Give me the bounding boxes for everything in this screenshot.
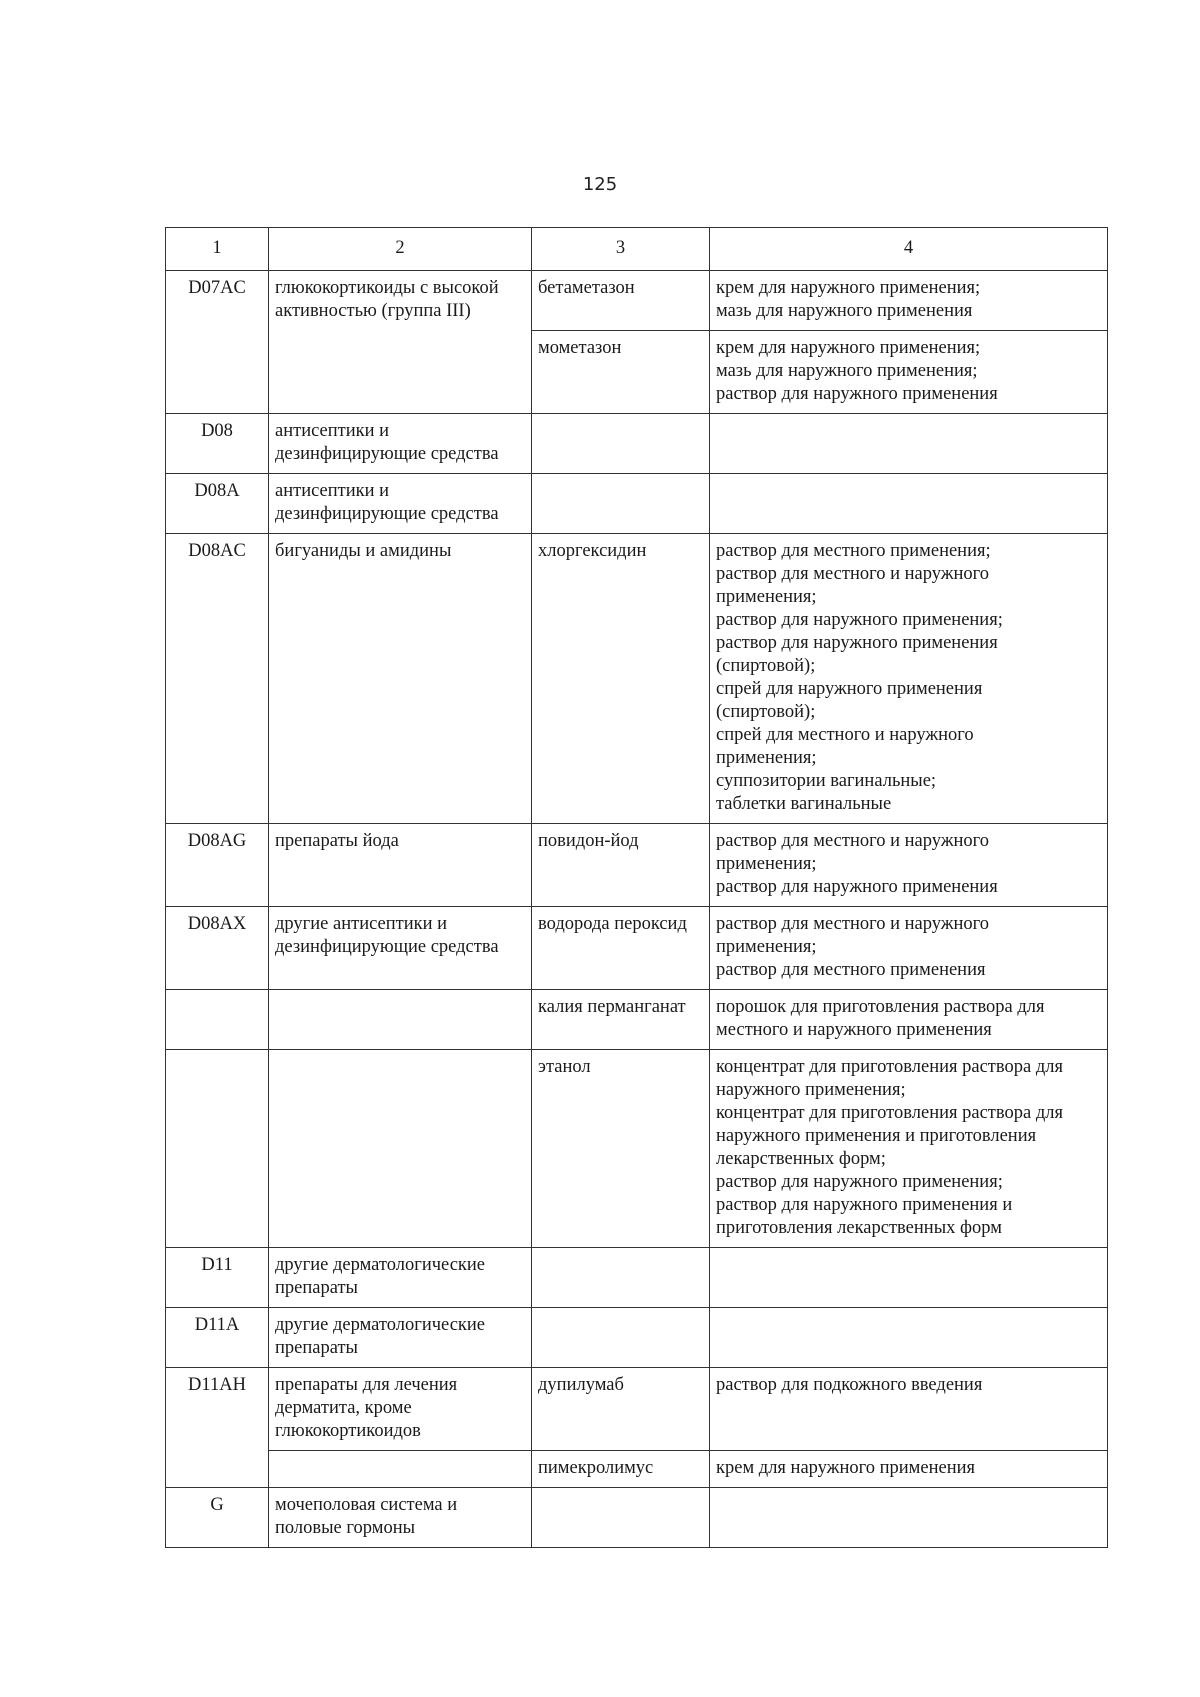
atc-code-cell: D08 [166,414,269,474]
atc-code-cell: D11A [166,1308,269,1368]
drug-cell [532,1488,710,1548]
header-col-4: 4 [710,228,1108,271]
table-row [166,1050,1108,1248]
drug-cell: хлоргексидин [532,534,710,824]
atc-code-cell: D08A [166,474,269,534]
atc-code-cell: D08AX [166,907,269,990]
table-row [166,824,1108,907]
group-cell: другие антисептики и дезинфицирующие средства [269,907,532,990]
forms-cell: крем для наружного применения; мазь для наружного применения; раствор для наружного применения [710,331,1108,414]
drug-cell [532,1248,710,1308]
forms-cell [710,1488,1108,1548]
forms-cell [710,1308,1108,1368]
table-row [166,534,1108,824]
group-cell [269,990,532,1050]
atc-code-cell [166,1050,269,1248]
table-row [166,1308,1108,1368]
header-col-2: 2 [269,228,532,271]
table-row [166,414,1108,474]
page-number: 125 [582,174,618,195]
atc-code-cell: D08AG [166,824,269,907]
table-row [166,271,1108,331]
atc-code-cell: D08AC [166,534,269,824]
drug-cell: бетаметазон [532,271,710,331]
drug-cell: калия перманганат [532,990,710,1050]
drug-table [165,227,1108,1548]
drug-cell [532,414,710,474]
forms-cell: раствор для местного и наружного применения; раствор для местного применения [710,907,1108,990]
forms-cell: раствор для местного и наружного применения; раствор для наружного применения [710,824,1108,907]
table-row [166,907,1108,990]
table-row [166,1488,1108,1548]
group-cell: глюкокортикоиды с высокой активностью (группа III) [269,271,532,414]
drug-cell: пимекролимус [532,1451,710,1488]
forms-cell [710,414,1108,474]
drug-cell [532,1308,710,1368]
header-col-1: 1 [166,228,269,271]
group-cell: другие дерматологические препараты [269,1248,532,1308]
table-row [166,1248,1108,1308]
atc-code-cell: D07AC [166,271,269,414]
forms-cell: концентрат для приготовления раствора для наружного применения; концентрат для приготовления раствора для наружного применения и приготовления лекарственных форм; раствор для наружного применения; раствор для наружного применения и приготовления лекарственных форм [710,1050,1108,1248]
forms-cell [710,1248,1108,1308]
atc-code-cell [166,990,269,1050]
table-row [166,474,1108,534]
atc-code-cell: D11AH [166,1368,269,1488]
header-col-3: 3 [532,228,710,271]
drug-cell [532,474,710,534]
group-cell [269,1451,532,1488]
forms-cell: раствор для местного применения; раствор для местного и наружного применения; раствор для наружного применения; раствор для наружного применения (спиртовой); спрей для наружного применения (спиртовой); спрей для местного и наружного применения; суппозитории вагинальные; таблетки вагинальные [710,534,1108,824]
group-cell: препараты для лечения дерматита, кроме глюкокортикоидов [269,1368,532,1451]
forms-cell: крем для наружного применения [710,1451,1108,1488]
table-row [166,990,1108,1050]
drug-cell: мометазон [532,331,710,414]
atc-code-cell: G [166,1488,269,1548]
group-cell: бигуаниды и амидины [269,534,532,824]
group-cell: другие дерматологические препараты [269,1308,532,1368]
drug-cell: повидон-йод [532,824,710,907]
table-header-row [166,228,1108,271]
drug-cell: дупилумаб [532,1368,710,1451]
table-row [166,1451,1108,1488]
group-cell: мочеполовая система и половые гормоны [269,1488,532,1548]
drug-cell: этанол [532,1050,710,1248]
group-cell: антисептики и дезинфицирующие средства [269,474,532,534]
group-cell: препараты йода [269,824,532,907]
group-cell [269,1050,532,1248]
group-cell: антисептики и дезинфицирующие средства [269,414,532,474]
atc-code-cell: D11 [166,1248,269,1308]
forms-cell: порошок для приготовления раствора для местного и наружного применения [710,990,1108,1050]
forms-cell [710,474,1108,534]
table-row [166,1368,1108,1451]
forms-cell: крем для наружного применения; мазь для наружного применения [710,271,1108,331]
forms-cell: раствор для подкожного введения [710,1368,1108,1451]
drug-cell: водорода пероксид [532,907,710,990]
